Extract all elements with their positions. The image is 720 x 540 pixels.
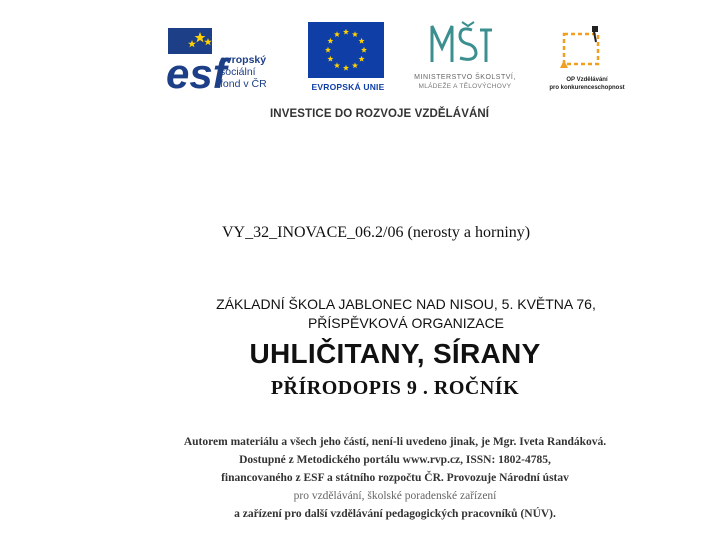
msmt-line-1: MINISTERSTVO ŠKOLSTVÍ, [414, 74, 516, 81]
credits-block [100, 433, 690, 523]
svg-text:esf: esf [166, 50, 227, 96]
esf-line-2: sociální [220, 66, 256, 78]
eu-logo [306, 22, 388, 98]
esf-line-3: fond v ČR [220, 78, 267, 90]
msmt-logo [392, 18, 538, 98]
msmt-mark-icon [430, 20, 494, 64]
page-title: UHLIČITANY, SÍRANY [249, 338, 541, 369]
eu-flag-icon [308, 22, 384, 78]
op-line-1: OP Vzdělávání [566, 77, 608, 83]
school-line-2: PŘÍSPĚVKOVÁ ORGANIZACE [307, 315, 505, 331]
op-mark-icon [558, 24, 606, 72]
op-logo [544, 24, 630, 100]
logo-bar [160, 18, 640, 100]
school-name [196, 295, 616, 333]
esf-logo [164, 24, 300, 96]
esf-text [220, 54, 267, 90]
msmt-line-2: MLÁDEŽE A TĚLOVÝCHOVY [418, 83, 512, 90]
credits-line-3: financovaného z ESF a státního rozpočtu ČR. Provozuje Národní ústav [221, 472, 569, 484]
eu-label: EVROPSKÁ UNIE [311, 82, 385, 92]
op-line-2: pro konkurenceschopnost [549, 85, 625, 91]
credits-line-2: Dostupné z Metodického portálu www.rvp.cz, ISSN: 1802-4785, [239, 454, 551, 466]
subject-line: PŘÍRODOPIS 9 . ROČNÍK [270, 377, 520, 399]
credits-line-4: pro vzdělávání, školské poradenské zařízení [293, 490, 497, 502]
investice-tagline: INVESTICE DO ROZVOJE VZDĚLÁVÁNÍ [270, 108, 490, 120]
credits-line-5: a zařízení pro další vzdělávání pedagogických pracovníků (NÚV). [234, 508, 556, 520]
esf-line-1: evropský [220, 54, 267, 66]
op-text [544, 76, 630, 92]
credits-line-1: Autorem materiálu a všech jeho částí, není-li uvedeno jinak, je Mgr. Iveta Randáková. [183, 436, 607, 448]
school-line-1: ZÁKLADNÍ ŠKOLA JABLONEC NAD NISOU, 5. KVĚTNA 76, [216, 296, 596, 312]
material-code: VY_32_INOVACE_06.2/06 (nerosty a horniny) [222, 224, 531, 241]
